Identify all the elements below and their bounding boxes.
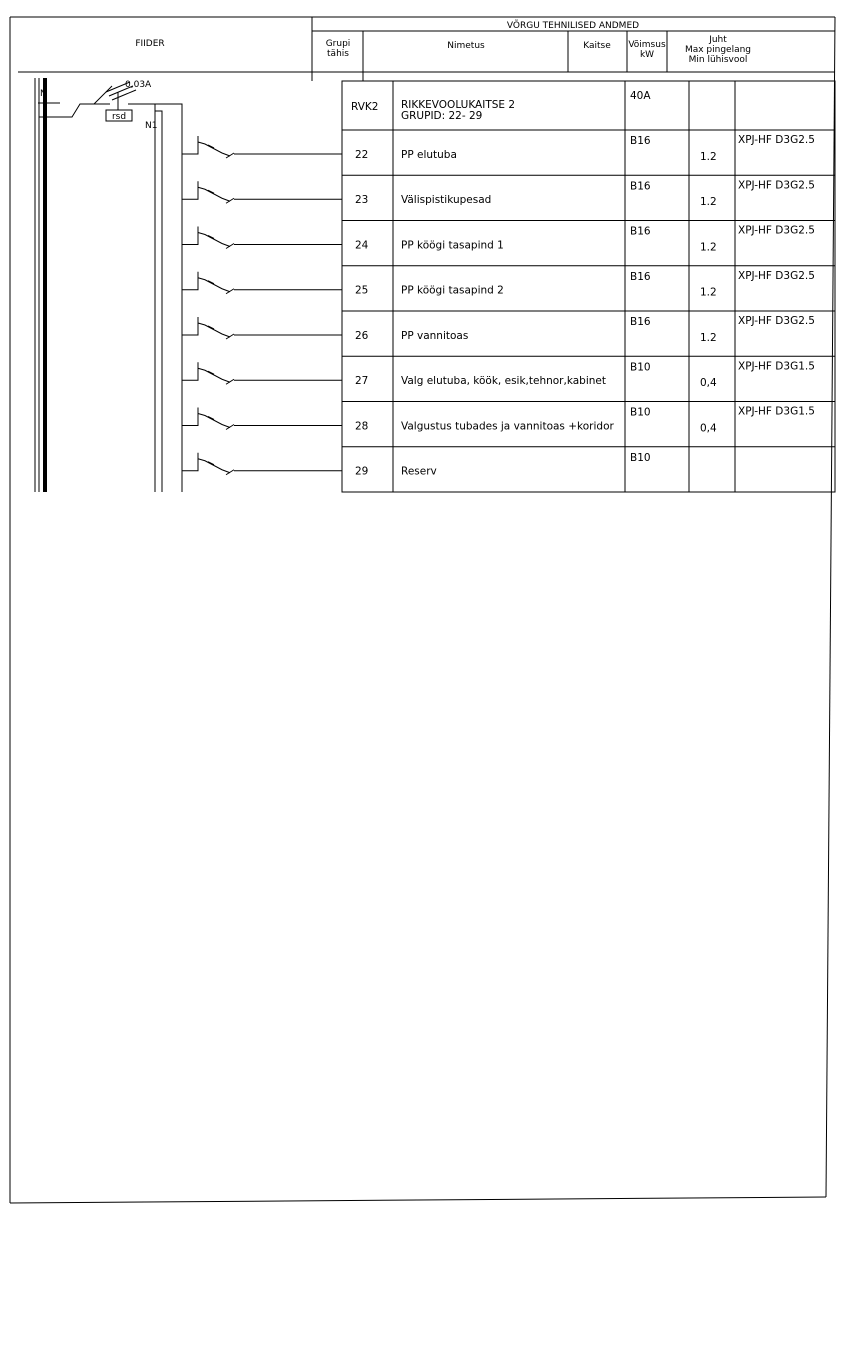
rcd-group: RVK2 (351, 101, 379, 113)
row-protection: B10 (630, 451, 651, 464)
breaker-blade (198, 459, 230, 473)
row-protection: B16 (630, 225, 651, 238)
rcd-feed-line (39, 104, 110, 117)
row-name: PP elutuba (401, 148, 457, 161)
breaker-tap-line (182, 136, 198, 154)
row-group: 23 (355, 194, 369, 207)
col-cable-label: Min lühisvool (688, 55, 748, 65)
row-protection: B16 (630, 270, 651, 283)
row-name: Reserv (401, 465, 437, 478)
breaker-contact (226, 334, 234, 339)
row-name: Valgustus tubades ja vannitoas +koridor (401, 420, 614, 433)
row-protection: B16 (630, 135, 651, 147)
n-label: N (40, 89, 47, 99)
rcd-hatch (112, 90, 136, 100)
breaker-blade (198, 323, 230, 337)
col-group-label: Grupi (325, 39, 351, 49)
row-group: 22 (355, 148, 369, 161)
row-cable: XPJ-HF D3G1.5 (738, 405, 815, 418)
rcd-protection: 40A (630, 90, 651, 102)
col-group-label: tähis (327, 49, 349, 59)
breaker-tap-line (182, 317, 198, 335)
row-cable: XPJ-HF D3G2.5 (738, 179, 815, 192)
row-name: PP köögi tasapind 1 (401, 239, 504, 252)
row-power: 0,4 (700, 377, 717, 390)
breaker-tap-line (182, 453, 198, 471)
breaker-blade (198, 368, 230, 382)
row-name: PP vannitoas (401, 329, 469, 342)
breaker-tap-line (182, 362, 198, 380)
rcd-switch-blade (94, 86, 112, 104)
col-cable-label: Max pingelang (684, 45, 752, 55)
row-cable: XPJ-HF D3G1.5 (738, 360, 815, 373)
breaker-contact (226, 470, 234, 475)
neutral-bus (155, 111, 162, 492)
breaker-tap-line (182, 227, 198, 245)
row-cable: XPJ-HF D3G2.5 (738, 224, 815, 237)
breaker-blade (198, 233, 230, 247)
breaker-contact (226, 289, 234, 294)
row-cable: XPJ-HF D3G2.5 (738, 134, 815, 146)
rcd-name: RIKKEVOOLUKAITSE 2 (401, 99, 516, 111)
breaker-contact (226, 198, 234, 203)
col-protection-label: Kaitse (583, 41, 611, 51)
breaker-tap-line (182, 272, 198, 290)
rsd-label: rsd (111, 112, 127, 122)
row-protection: B16 (630, 316, 651, 328)
group-rows (182, 134, 835, 478)
col-power-label: Võimsus (628, 40, 666, 50)
row-group: 27 (355, 375, 369, 388)
row-group: 28 (355, 420, 369, 433)
row-name: Välispistikupesad (401, 194, 492, 207)
sheet-right-border (826, 17, 835, 1197)
breaker-contact (226, 244, 234, 249)
row-name: PP köögi tasapind 2 (401, 284, 504, 297)
row-group: 29 (355, 465, 369, 478)
breaker-tap-line (182, 181, 198, 199)
col-power-label: kW (639, 50, 655, 60)
breaker-contact (226, 425, 234, 430)
row-protection: B16 (630, 180, 651, 193)
row-power: 1.2 (700, 241, 717, 254)
rcd-rating: 0,03A (125, 80, 152, 90)
sheet-bottom-border (10, 1197, 826, 1203)
row-protection: B10 (630, 406, 651, 419)
row-protection: B10 (630, 361, 651, 374)
row-power: 1.2 (700, 331, 717, 344)
col-name-label: Nimetus (447, 41, 485, 51)
row-cable: XPJ-HF D3G2.5 (738, 269, 815, 282)
row-power: 1.2 (700, 196, 717, 209)
breaker-contact (226, 153, 234, 158)
row-group: 25 (355, 284, 369, 297)
row-cable: XPJ-HF D3G2.5 (738, 315, 815, 327)
row-group: 24 (355, 239, 369, 252)
row-group: 26 (355, 329, 369, 342)
row-power: 0,4 (700, 422, 717, 435)
network-title: VÕRGU TEHNILISED ANDMED (506, 21, 640, 31)
col-cable-label: Juht (709, 35, 727, 45)
breaker-blade (198, 187, 230, 201)
neutral-label: N1 (145, 121, 158, 131)
row-name: Valg elutuba, köök, esik,tehnor,kabinet (401, 375, 606, 388)
row-power: 1.2 (700, 150, 717, 163)
breaker-contact (226, 379, 234, 384)
rcd-name: GRUPID: 22- 29 (401, 110, 483, 122)
breaker-blade (198, 278, 230, 292)
row-power: 1.2 (700, 286, 717, 299)
breaker-tap-line (182, 408, 198, 426)
breaker-blade (198, 142, 230, 156)
breaker-blade (198, 414, 230, 428)
feeder-label: FIIDER (135, 39, 165, 49)
